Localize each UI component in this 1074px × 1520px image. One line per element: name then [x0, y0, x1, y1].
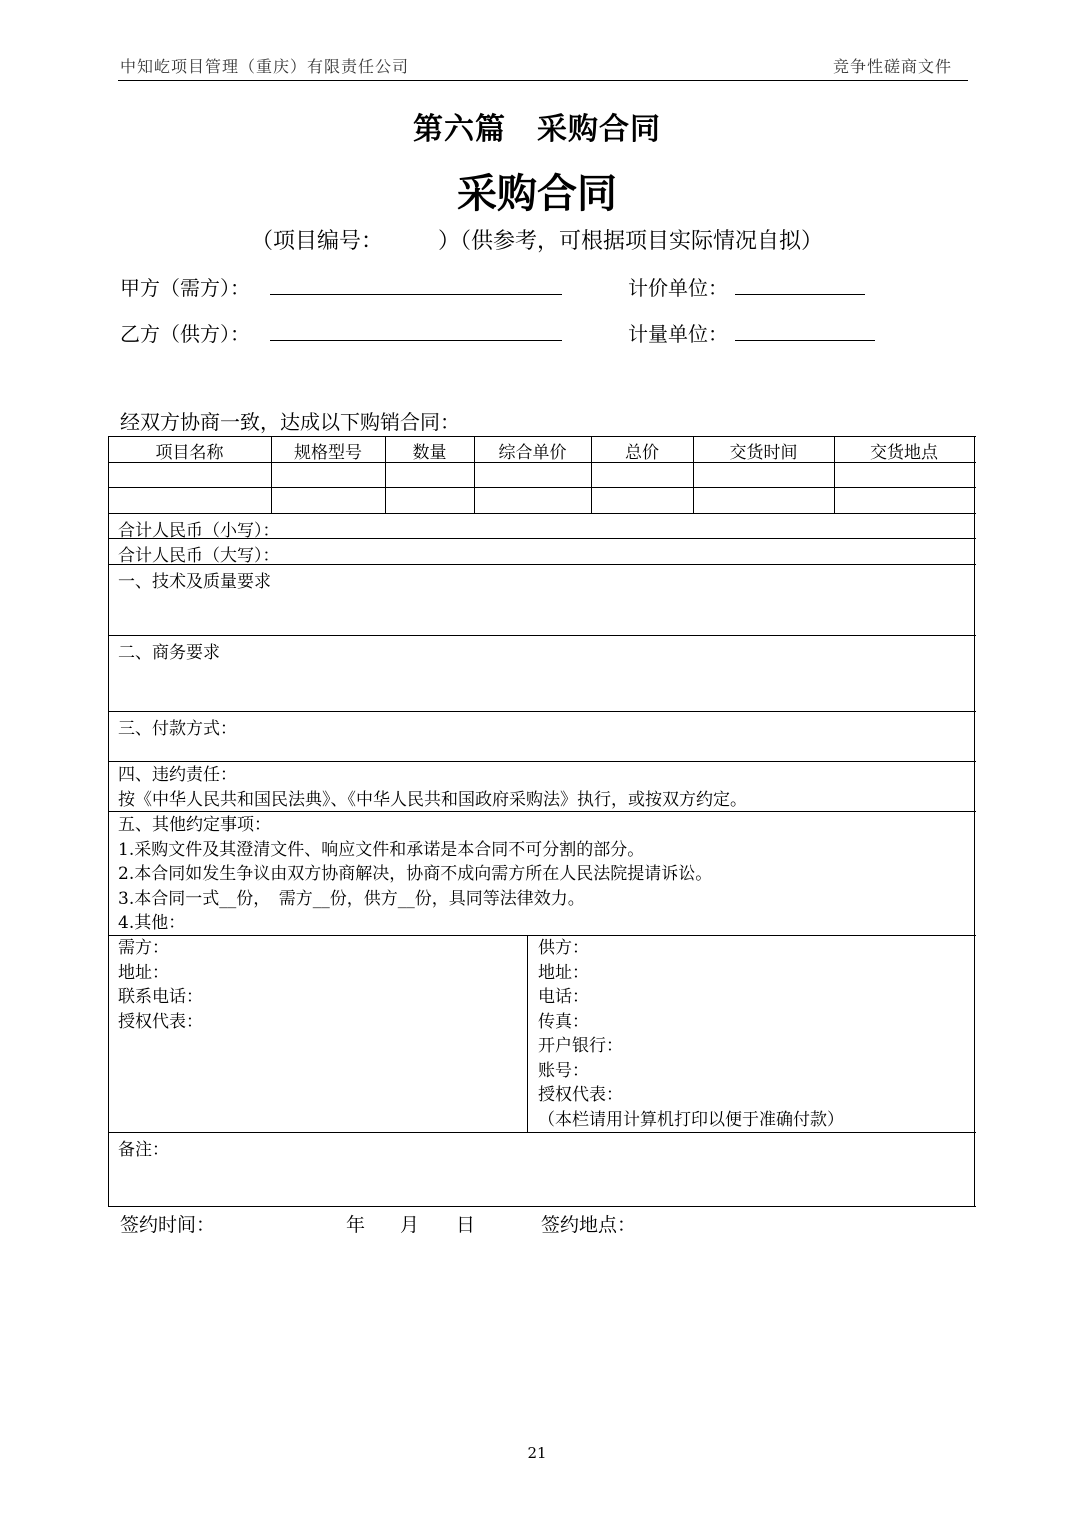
section-tech-quality: 一、技术及质量要求 — [118, 572, 271, 592]
col-header-spec: 规格型号 — [294, 443, 362, 463]
signing-time-label: 签约时间： — [120, 1214, 216, 1236]
section-payment: 三、付款方式： — [118, 719, 237, 739]
col-header-unit-price: 综合单价 — [498, 443, 567, 463]
party-b-label: 乙方（供方）： — [120, 322, 250, 346]
contract-title: 采购合同 — [457, 170, 617, 217]
buyer-address-label: 地址： — [118, 962, 169, 983]
part-title: 第六篇 采购合同 — [413, 112, 661, 147]
header-doc-type: 竞争性磋商文件 — [832, 57, 952, 76]
buyer-phone-label: 联系电话： — [118, 987, 203, 1007]
breach-text: 按《中华人民共和国民法典》、《中华人民共和国政府采购法》执行，或按双方约定。 — [118, 789, 747, 810]
contract-subtitle: （项目编号： ）（供参考，可根据项目实际情况自拟） — [250, 229, 823, 254]
buyer-name-label: 需方： — [118, 938, 169, 958]
total-small-label: 合计人民币（小写）： — [118, 521, 280, 541]
section-breach — [118, 763, 747, 812]
supplier-fax-label: 传真： — [538, 1011, 589, 1032]
party-a-field[interactable] — [270, 294, 562, 295]
signing-year: 年 — [346, 1214, 366, 1236]
supplier-block — [538, 936, 844, 1132]
section-business: 二、商务要求 — [118, 643, 220, 663]
measure-unit-label: 计量单位： — [628, 322, 728, 346]
page-number: 21 — [527, 1444, 547, 1462]
supplier-account-label: 账号： — [538, 1060, 589, 1081]
buyer-representative-label: 授权代表： — [118, 1011, 203, 1032]
supplier-name-label: 供方： — [538, 938, 589, 958]
price-unit-label: 计价单位： — [628, 276, 728, 300]
supplier-print-note: （本栏请用计算机打印以便于准确付款） — [538, 1109, 844, 1130]
remarks-label: 备注： — [118, 1140, 169, 1160]
signing-place-label: 签约地点： — [541, 1214, 637, 1236]
other-item: 1.采购文件及其澄清文件、响应文件和承诺是本合同不可分割的部分。 — [118, 839, 645, 860]
buyer-block — [118, 936, 203, 1034]
header-company: 中知屹项目管理（重庆）有限责任公司 — [120, 57, 410, 76]
total-big-label: 合计人民币（大写）： — [118, 546, 280, 566]
price-unit-field[interactable] — [735, 294, 865, 295]
contract-form — [108, 436, 976, 1206]
signing-day: 日 — [456, 1214, 476, 1236]
supplier-address-label: 地址： — [538, 962, 589, 983]
supplier-representative-label: 授权代表： — [538, 1085, 623, 1105]
breach-title: 四、违约责任： — [118, 765, 237, 785]
measure-unit-field[interactable] — [735, 340, 875, 341]
col-header-total: 总价 — [625, 443, 659, 463]
col-header-delivery-time: 交货时间 — [729, 443, 798, 463]
supplier-phone-label: 电话： — [538, 987, 589, 1007]
col-header-delivery-place: 交货地点 — [870, 443, 938, 463]
other-item: 2.本合同如发生争议由双方协商解决，协商不成向需方所在人民法院提请诉讼。 — [118, 864, 713, 884]
party-a-label: 甲方（需方）： — [120, 276, 250, 300]
party-b-field[interactable] — [270, 340, 562, 341]
supplier-bank-label: 开户银行： — [538, 1036, 623, 1056]
other-item: 4.其他： — [118, 913, 186, 933]
section-other — [118, 813, 712, 936]
contract-intro: 经双方协商一致，达成以下购销合同： — [120, 410, 460, 434]
col-header-quantity: 数量 — [412, 443, 447, 463]
col-header-item-name: 项目名称 — [155, 443, 224, 463]
signing-month: 月 — [400, 1214, 420, 1236]
header-rule — [118, 80, 968, 81]
other-title: 五、其他约定事项： — [118, 815, 271, 835]
other-item: 3.本合同一式__份， 需方__份，供方__份，具同等法律效力。 — [118, 888, 585, 909]
